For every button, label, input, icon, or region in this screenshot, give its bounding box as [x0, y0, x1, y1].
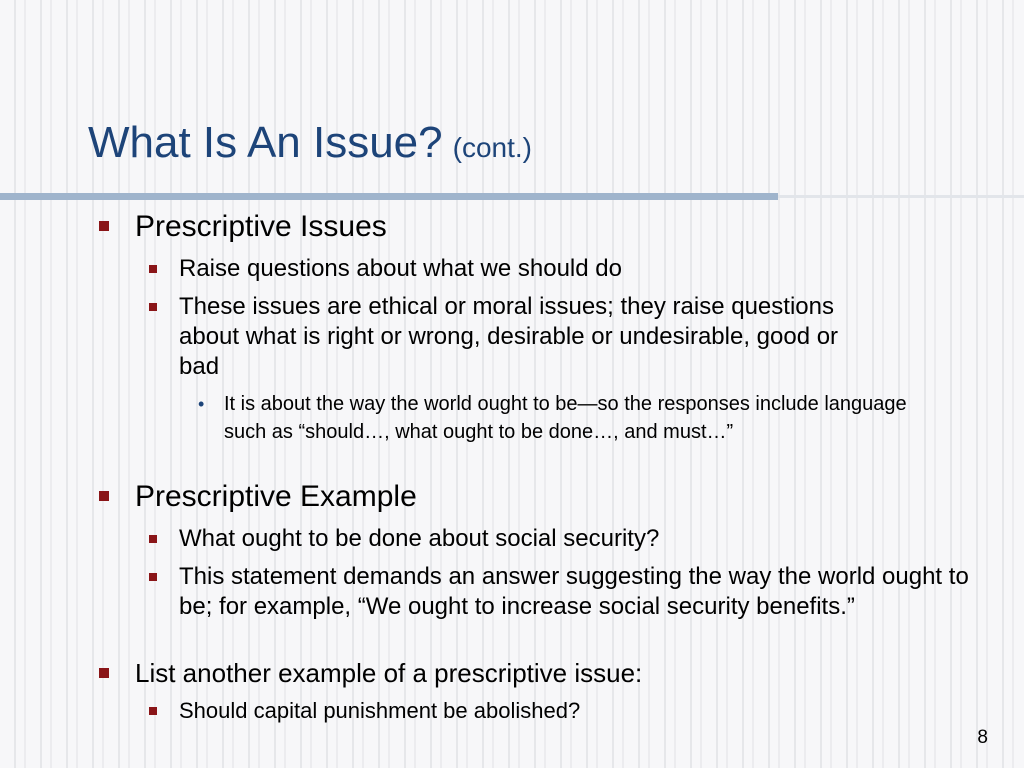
- bullet-text: Prescriptive Example: [135, 480, 417, 513]
- slide-title-suffix: (cont.): [452, 132, 532, 163]
- dot-bullet-icon: •: [198, 394, 205, 414]
- list-item: [135, 480, 417, 514]
- square-bullet-icon: [99, 221, 109, 231]
- square-bullet-icon: [99, 491, 109, 501]
- square-bullet-icon: [149, 535, 157, 543]
- list-item: [135, 210, 387, 244]
- bullet-text: Prescriptive Issues: [135, 210, 387, 243]
- square-bullet-icon: [149, 707, 157, 715]
- slide-title-main: What Is An Issue?: [88, 118, 443, 167]
- list-item: [198, 390, 944, 446]
- bullet-text: List another example of a prescriptive issue:: [135, 658, 643, 688]
- square-bullet-icon: [99, 668, 109, 678]
- list-item: [179, 524, 969, 554]
- bullet-text: What ought to be done about social security?: [179, 525, 660, 552]
- bullet-text: This statement demands an answer suggesting the way the world ought to be; for example, “We ought to increase social security benefits.”: [179, 563, 969, 620]
- list-item: [179, 292, 879, 382]
- list-item: [179, 562, 969, 622]
- bullet-text: Raise questions about what we should do: [179, 255, 622, 282]
- list-item: [179, 254, 969, 284]
- list-item: [179, 696, 969, 726]
- square-bullet-icon: [149, 265, 157, 273]
- page-number: 8: [977, 727, 988, 748]
- list-item: [135, 658, 642, 689]
- square-bullet-icon: [149, 303, 157, 311]
- square-bullet-icon: [149, 573, 157, 581]
- bullet-text: It is about the way the world ought to be—so the responses include language such as “should…, what ought to be done…, and must…”: [224, 393, 907, 443]
- bullet-text: These issues are ethical or moral issues; they raise questions about what is right or wrong, desirable or undesirable, good or bad: [179, 293, 839, 380]
- bullet-text: Should capital punishment be abolished?: [179, 698, 581, 723]
